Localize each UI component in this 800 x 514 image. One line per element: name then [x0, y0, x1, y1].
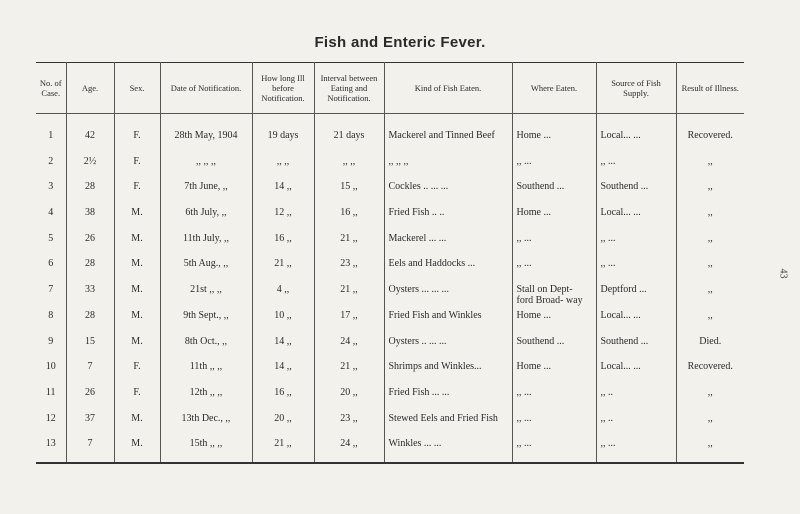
cell-age: 7: [66, 359, 114, 385]
cell-age: 37: [66, 411, 114, 437]
cell-result: ,,: [676, 231, 744, 257]
cell-source: ,, ...: [596, 231, 676, 257]
cell-interval: 23 ,,: [314, 256, 384, 282]
cell-where-eaten: Southend ...: [512, 334, 596, 360]
cell-result: ,,: [676, 154, 744, 180]
cell-result: ,,: [676, 385, 744, 411]
table-row: [36, 256, 744, 282]
cell-kind-of-fish: Stewed Eels and Fried Fish: [384, 411, 512, 437]
cell-sex: F.: [114, 359, 160, 385]
cell-date: 8th Oct., ,,: [160, 334, 252, 360]
cell-source: Local... ...: [596, 128, 676, 154]
cell-case-no: 12: [45, 412, 56, 424]
table-row: [36, 308, 744, 334]
cell-sex: M.: [114, 205, 160, 231]
cell-case-no: 8: [48, 309, 54, 321]
cell-age: 33: [66, 282, 114, 308]
cell-result: ,,: [676, 436, 744, 463]
cell-result: ,,: [676, 282, 744, 308]
cell-how-long-ill: 4 ,,: [252, 282, 314, 308]
page-title: Fish and Enteric Fever.: [314, 34, 486, 51]
cell-where-eaten: Home ...: [512, 205, 596, 231]
table-row: [36, 436, 744, 463]
spacer-row: [36, 114, 744, 129]
cell-age: 28: [66, 308, 114, 334]
cell-case-no: 1: [48, 130, 54, 141]
cell-kind-of-fish: Cockles .. ... ...: [384, 179, 512, 205]
cell-where-eaten: Southend ...: [512, 179, 596, 205]
cell-case-no: 13: [45, 438, 56, 450]
cell-kind-of-fish: Mackerel ... ...: [384, 231, 512, 257]
fish-enteric-fever-table: [36, 62, 744, 464]
cell-case-no: 7: [48, 284, 54, 296]
cell-how-long-ill: 12 ,,: [252, 205, 314, 231]
cell-interval: 16 ,,: [314, 205, 384, 231]
header-where-eaten: Where Eaten.: [512, 63, 596, 114]
cell-age: 26: [66, 231, 114, 257]
cell-sex: M.: [114, 308, 160, 334]
table-header-row: [36, 63, 744, 114]
cell-age: 28: [66, 256, 114, 282]
cell-result: ,,: [676, 256, 744, 282]
cell-age: 26: [66, 385, 114, 411]
cell-where-eaten: ,, ...: [512, 385, 596, 411]
cell-kind-of-fish: Oysters .. ... ...: [384, 334, 512, 360]
cell-source: Deptford ...: [596, 282, 676, 308]
cell-where-eaten: ,, ...: [512, 436, 596, 463]
cell-age: 42: [66, 128, 114, 154]
cell-sex: M.: [114, 231, 160, 257]
header-date-of-notification: Date of Notification.: [160, 63, 252, 114]
cell-result: ,,: [676, 179, 744, 205]
cell-how-long-ill: 14 ,,: [252, 179, 314, 205]
cell-age: 2½: [66, 154, 114, 180]
cell-interval: 24 ,,: [314, 334, 384, 360]
cell-how-long-ill: 16 ,,: [252, 385, 314, 411]
cell-result: ,,: [676, 308, 744, 334]
cell-kind-of-fish: Fried Fish and Winkles: [384, 308, 512, 334]
cell-how-long-ill: 19 days: [252, 128, 314, 154]
cell-date: ,, ,, ,,: [160, 154, 252, 180]
page-number: 43: [777, 268, 789, 279]
cell-interval: 21 ,,: [314, 282, 384, 308]
header-age: Age.: [66, 63, 114, 114]
cell-date: 12th ,, ,,: [160, 385, 252, 411]
table-row: [36, 154, 744, 180]
cell-how-long-ill: 20 ,,: [252, 411, 314, 437]
cell-result: Recovered.: [676, 359, 744, 385]
cell-where-eaten: Home ...: [512, 359, 596, 385]
cell-kind-of-fish: Eels and Haddocks ...: [384, 256, 512, 282]
cell-result: ,,: [676, 205, 744, 231]
cell-source: ,, ...: [596, 436, 676, 463]
cell-how-long-ill: 21 ,,: [252, 436, 314, 463]
header-case-no: No. of Case.: [36, 63, 66, 114]
table-row: [36, 128, 744, 154]
cell-date: 13th Dec., ,,: [160, 411, 252, 437]
cell-kind-of-fish: Mackerel and Tinned Beef: [384, 128, 512, 154]
cell-how-long-ill: 16 ,,: [252, 231, 314, 257]
table-row: [36, 359, 744, 385]
cell-age: 28: [66, 179, 114, 205]
cell-source: Southend ...: [596, 334, 676, 360]
table-row: [36, 411, 744, 437]
cell-date: 15th ,, ,,: [160, 436, 252, 463]
cell-case-no: 10: [45, 361, 56, 373]
header-how-long-ill: How long Ill before Notification.: [252, 63, 314, 114]
cell-sex: F.: [114, 385, 160, 411]
cell-source: Southend ...: [596, 179, 676, 205]
cell-date: 11th ,, ,,: [160, 359, 252, 385]
cell-source: ,, ...: [596, 256, 676, 282]
cell-where-eaten: Stall on Dept- ford Broad- way: [512, 282, 596, 308]
cell-result: ,,: [676, 411, 744, 437]
cell-interval: 24 ,,: [314, 436, 384, 463]
cell-where-eaten: ,, ...: [512, 256, 596, 282]
header-interval: Interval between Eating and Notification.: [314, 63, 384, 114]
cell-date: 21st ,, ,,: [160, 282, 252, 308]
cell-source: ,, ..: [596, 385, 676, 411]
cell-sex: M.: [114, 282, 160, 308]
cell-where-eaten: ,, ...: [512, 411, 596, 437]
header-source-of-supply: Source of Fish Supply.: [596, 63, 676, 114]
cell-date: 6th July, ,,: [160, 205, 252, 231]
cell-sex: M.: [114, 256, 160, 282]
header-result: Result of Illness.: [676, 63, 744, 114]
cell-interval: 23 ,,: [314, 411, 384, 437]
cell-sex: F.: [114, 154, 160, 180]
cell-source: Local... ...: [596, 308, 676, 334]
cell-interval: 20 ,,: [314, 385, 384, 411]
cell-date: 11th July, ,,: [160, 231, 252, 257]
cell-how-long-ill: ,, ,,: [252, 154, 314, 180]
table-row: [36, 179, 744, 205]
cell-kind-of-fish: ,, ,, ,,: [384, 154, 512, 180]
table-row: [36, 334, 744, 360]
cell-source: ,, ...: [596, 154, 676, 180]
cell-how-long-ill: 14 ,,: [252, 334, 314, 360]
cell-how-long-ill: 21 ,,: [252, 256, 314, 282]
header-sex: Sex.: [114, 63, 160, 114]
cell-date: 7th June, ,,: [160, 179, 252, 205]
cell-result: Recovered.: [676, 128, 744, 154]
cell-source: ,, ..: [596, 411, 676, 437]
cell-case-no: 3: [48, 181, 54, 193]
cell-where-eaten: ,, ...: [512, 154, 596, 180]
cell-sex: M.: [114, 334, 160, 360]
cell-case-no: 11: [45, 386, 56, 398]
cell-case-no: 6: [48, 258, 54, 270]
cell-case-no: 4: [48, 207, 54, 219]
cell-source: Local... ...: [596, 359, 676, 385]
cell-interval: 21 ,,: [314, 359, 384, 385]
cell-sex: M.: [114, 411, 160, 437]
cell-where-eaten: Home ...: [512, 308, 596, 334]
cell-age: 7: [66, 436, 114, 463]
cell-kind-of-fish: Fried Fish ... ...: [384, 385, 512, 411]
cell-source: Local... ...: [596, 205, 676, 231]
table-row: [36, 205, 744, 231]
cell-where-eaten: Home ...: [512, 128, 596, 154]
cell-age: 38: [66, 205, 114, 231]
cell-interval: 21 ,,: [314, 231, 384, 257]
cell-kind-of-fish: Oysters ... ... ...: [384, 282, 512, 308]
cell-sex: M.: [114, 436, 160, 463]
cell-interval: ,, ,,: [314, 154, 384, 180]
cell-how-long-ill: 10 ,,: [252, 308, 314, 334]
cell-case-no: 9: [48, 335, 54, 347]
cell-where-eaten: ,, ...: [512, 231, 596, 257]
cell-case-no: 2: [48, 155, 54, 167]
cell-interval: 21 days: [314, 128, 384, 154]
cell-interval: 17 ,,: [314, 308, 384, 334]
cell-date: 28th May, 1904: [160, 128, 252, 154]
cell-sex: F.: [114, 179, 160, 205]
cell-kind-of-fish: Shrimps and Winkles...: [384, 359, 512, 385]
cell-age: 15: [66, 334, 114, 360]
cell-date: 9th Sept., ,,: [160, 308, 252, 334]
cell-kind-of-fish: Fried Fish .. ..: [384, 205, 512, 231]
table-row: [36, 231, 744, 257]
cell-interval: 15 ,,: [314, 179, 384, 205]
cell-sex: F.: [114, 128, 160, 154]
table-row: [36, 385, 744, 411]
cell-kind-of-fish: Winkles ... ...: [384, 436, 512, 463]
cell-how-long-ill: 14 ,,: [252, 359, 314, 385]
table-row: [36, 282, 744, 308]
header-kind-of-fish: Kind of Fish Eaten.: [384, 63, 512, 114]
cell-date: 5th Aug., ,,: [160, 256, 252, 282]
cell-result: Died.: [676, 334, 744, 360]
cell-case-no: 5: [48, 232, 54, 244]
